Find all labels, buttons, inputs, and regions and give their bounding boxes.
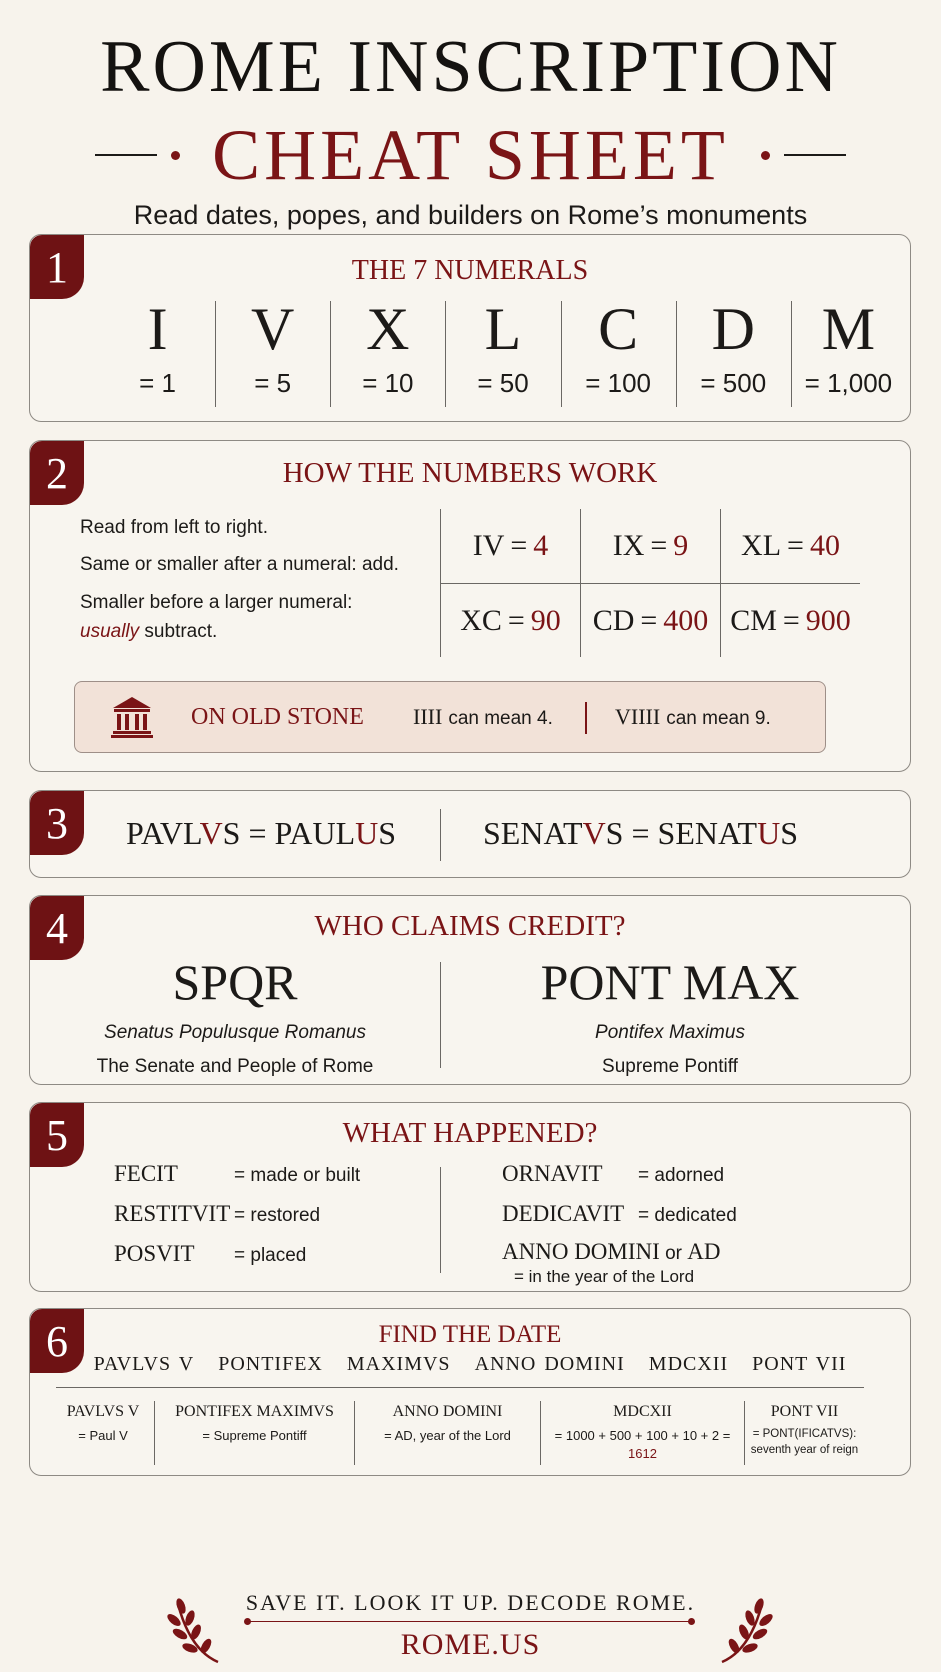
section-title-how: HOW THE NUMBERS WORK (282, 457, 658, 489)
credit-latin: Senatus Populusque Romanus (104, 1022, 366, 1043)
date-breakdown (52, 1401, 864, 1465)
date-col-year: MDCXII = 1000 + 500 + 100 + 10 + 2 = 1612 (540, 1401, 744, 1465)
spelling-paulus: PAVLVS = PAULUS (126, 815, 397, 851)
section-v-for-u (29, 790, 911, 878)
temple-icon (109, 694, 155, 740)
page-subtitle: CHEAT SHEET (212, 115, 729, 195)
section-who-claims-credit (29, 895, 911, 1085)
numeral-value: = 500 (700, 368, 767, 398)
tagline: Read dates, popes, and builders on Rome’s monuments (133, 200, 808, 230)
credit-latin: Pontifex Maximus (595, 1022, 745, 1043)
numeral-cell (561, 297, 676, 407)
old-stone-callout (74, 681, 826, 753)
section-number-4: 4 (30, 896, 84, 960)
date-result: 1612 (628, 1445, 657, 1461)
numeral-value: = 50 (477, 368, 529, 398)
rule-add: Same or smaller after a numeral: add. (80, 554, 399, 576)
example-cell: CD = 400 (580, 584, 720, 657)
section-title-happened: WHAT HAPPENED? (342, 1117, 598, 1149)
numeral-value: = 100 (585, 368, 652, 398)
numeral-cell (791, 297, 906, 407)
anno-domini-meaning: = in the year of the Lord (514, 1267, 695, 1286)
spelling-senatus: SENATVS = SENATUS (483, 815, 798, 851)
numerals-row (100, 297, 906, 407)
spelling-row (30, 791, 910, 879)
section-how-numbers-work (29, 440, 911, 772)
credit-spqr (30, 952, 440, 1078)
example-cell: IX = 9 (580, 509, 720, 583)
footer-rule (248, 1621, 690, 1622)
section-numerals (29, 234, 911, 422)
section-number-2: 2 (30, 441, 84, 505)
numeral-symbol: M (821, 296, 876, 362)
credit-abbreviation: PONT MAX (540, 954, 800, 1010)
numeral-cell (676, 297, 791, 407)
section-title-date: FIND THE DATE (378, 1321, 562, 1348)
numeral-value: = 1,000 (804, 368, 893, 398)
rule-subtract: Smaller before a larger numeral: usually subtract. (80, 591, 353, 643)
date-col-title: PONTIFEX MAXIMVS = Supreme Pontiff (154, 1401, 354, 1465)
numeral-symbol: D (711, 296, 755, 362)
date-col-pope: PAVLVS V = Paul V (66, 1403, 140, 1443)
credit-pont-max (440, 952, 900, 1078)
numeral-symbol: V (251, 296, 295, 362)
numeral-cell (215, 297, 330, 407)
old-stone-label: ON OLD STONE (191, 703, 364, 730)
footer-slogan: SAVE IT. LOOK IT UP. DECODE ROME. (245, 1590, 696, 1615)
example-cell: XC = 90 (460, 603, 561, 637)
subtitle-row (0, 115, 941, 195)
subtitle-dot-right (761, 151, 770, 160)
spelling-divider (440, 809, 441, 861)
example-cell: XL = 40 (720, 509, 860, 583)
inscription-rule (56, 1387, 864, 1388)
numeral-symbol: I (147, 296, 168, 362)
reading-rules (80, 513, 420, 655)
numeral-symbol: X (366, 296, 410, 362)
example-cell: CM = 900 (720, 584, 860, 657)
old-stone-item-4: IIII can mean 4. (413, 704, 553, 729)
footer-site-link[interactable]: ROME.US (400, 1628, 541, 1661)
old-stone-item-9: VIIII can mean 9. (615, 704, 771, 729)
date-col-reign: PONT VII = PONT(IFICATVS): seventh year of reign (744, 1401, 864, 1465)
numeral-cell (445, 297, 560, 407)
footer-dot-right (688, 1618, 695, 1625)
subtitle-rule-left (95, 154, 157, 156)
subtitle-dot-left (171, 151, 180, 160)
verb-restitvit: RESTITVIT = restored (114, 1201, 321, 1226)
section-title-credit: WHO CLAIMS CREDIT? (314, 910, 626, 942)
verb-ornavit: ORNAVIT = adorned (502, 1161, 725, 1186)
numeral-value: = 5 (254, 368, 292, 398)
numeral-value: = 10 (362, 368, 414, 398)
numeral-value: = 1 (139, 368, 176, 398)
verb-fecit: FECIT = made or built (114, 1161, 361, 1186)
rule-emphasis: usually (80, 621, 140, 643)
numeral-symbol: C (598, 296, 639, 362)
credit-abbreviation: SPQR (172, 954, 298, 1010)
verb-divider (440, 1167, 441, 1273)
section-find-the-date (29, 1308, 911, 1476)
footer-dot-left (244, 1618, 251, 1625)
section-number-5: 5 (30, 1103, 84, 1167)
verb-anno-domini: ANNO DOMINI or AD (502, 1239, 721, 1264)
section-title-numerals: THE 7 NUMERALS (351, 255, 589, 286)
section-number-3: 3 (30, 791, 84, 855)
verb-posvit: POSVIT = placed (114, 1241, 307, 1266)
inscription-line: PAVLVS V PONTIFEX MAXIMVS ANNO DOMINI MDCXII PONT VII (93, 1353, 847, 1375)
section-number-1: 1 (30, 235, 84, 299)
section-number-6: 6 (30, 1309, 84, 1373)
examples-row (441, 583, 860, 657)
numeral-cell (330, 297, 445, 407)
examples-row (441, 509, 860, 583)
numeral-cell (100, 297, 215, 407)
credit-english: Supreme Pontiff (602, 1056, 738, 1077)
subtraction-examples (440, 509, 860, 657)
credit-english: The Senate and People of Rome (96, 1056, 374, 1077)
old-stone-divider (585, 702, 587, 734)
page-title: ROME INSCRIPTION (100, 26, 841, 108)
verb-dedicavit: DEDICAVIT = dedicated (502, 1201, 737, 1226)
example-cell: IV = 4 (472, 529, 549, 562)
numeral-symbol: L (484, 296, 522, 362)
subtitle-rule-right (784, 154, 846, 156)
section-what-happened (29, 1102, 911, 1292)
rule-left-to-right: Read from left to right. (80, 517, 268, 538)
date-col-anno: ANNO DOMINI = AD, year of the Lord (354, 1401, 540, 1465)
